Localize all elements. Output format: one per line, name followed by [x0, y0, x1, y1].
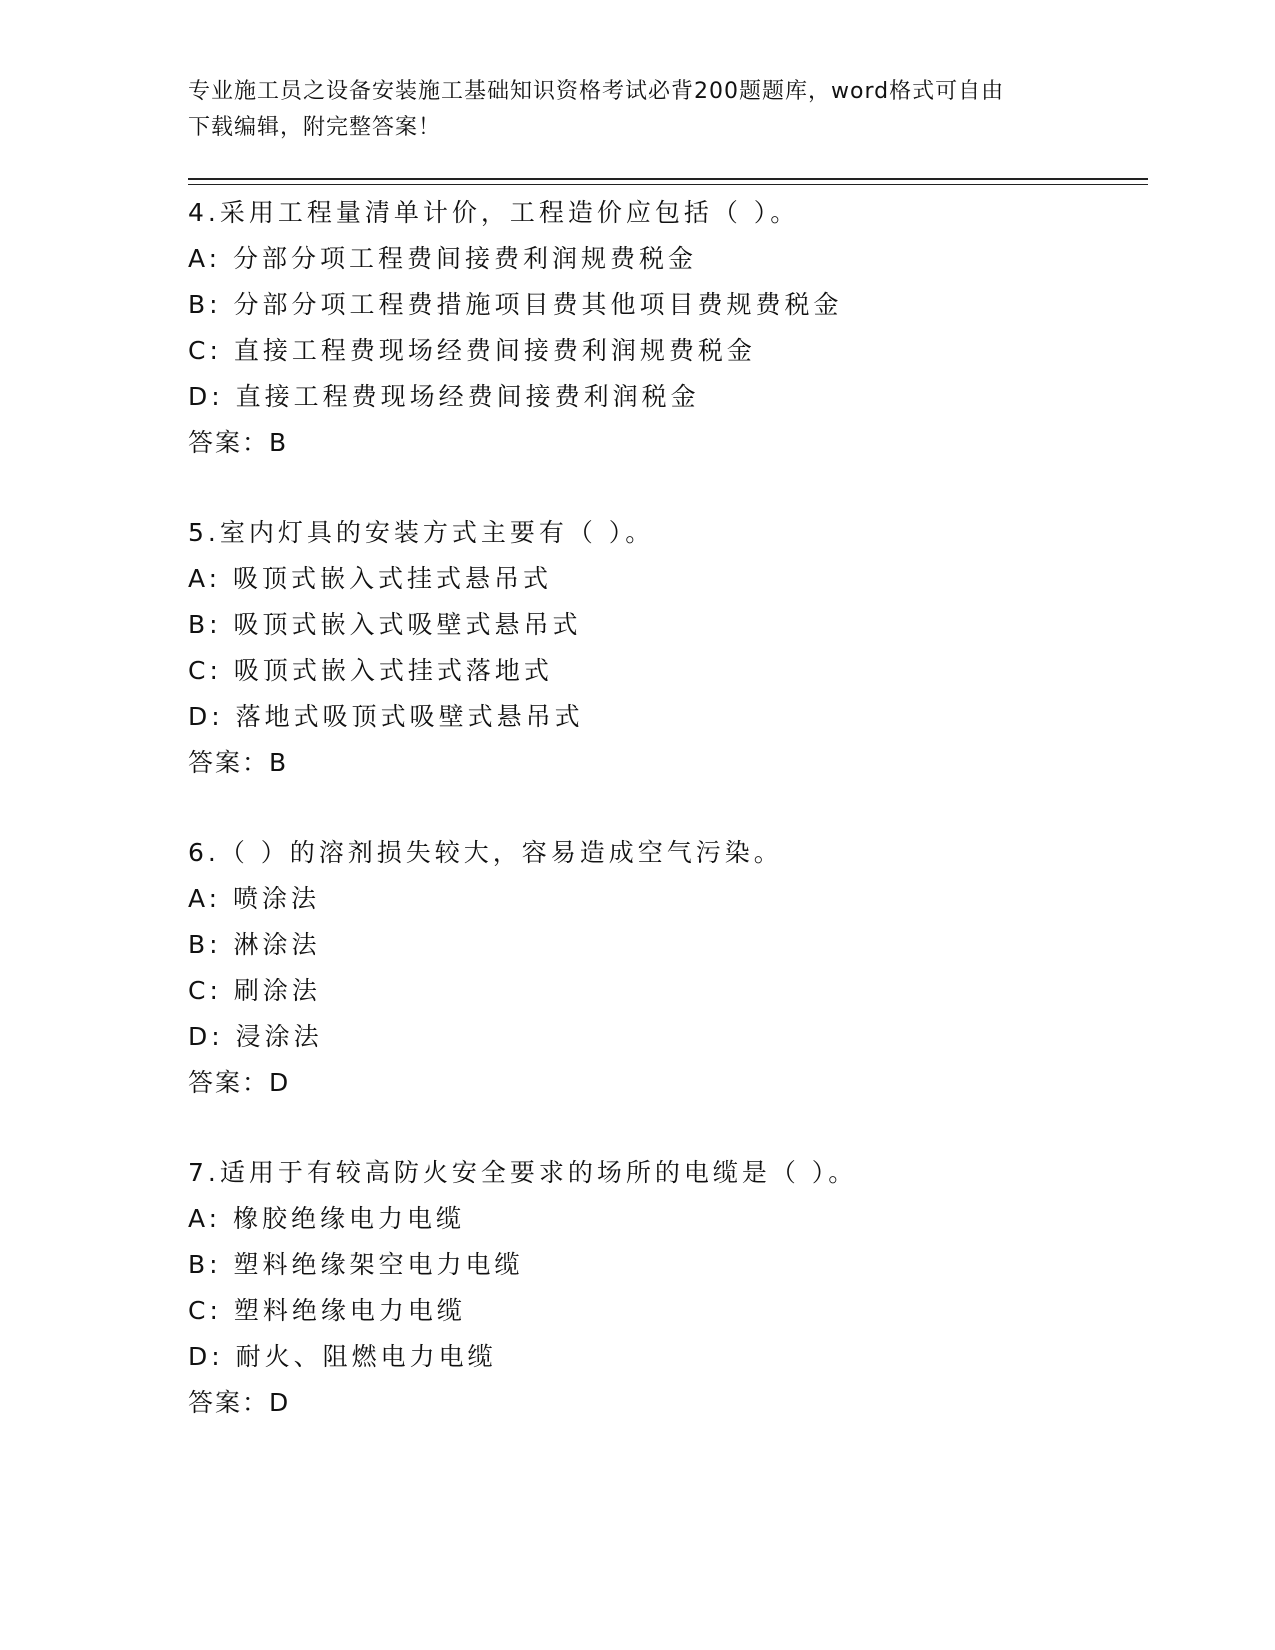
option-d: D: 耐火、阻燃电力电缆 [188, 1342, 497, 1371]
document-header [188, 74, 1068, 146]
question-block [188, 1150, 1148, 1470]
option-a: A: 分部分项工程费间接费利润规费税金 [188, 244, 698, 273]
header-line-2: 下载编辑，附完整答案！ [188, 115, 442, 140]
option-a: A: 喷涂法 [188, 884, 321, 913]
question-stem: 4.采用工程量清单计价，工程造价应包括（ ）。 [188, 198, 800, 227]
question-block [188, 510, 1148, 830]
option-d: D: 落地式吸顶式吸壁式悬吊式 [188, 702, 584, 731]
option-b: B: 淋涂法 [188, 930, 321, 959]
option-d: D: 直接工程费现场经费间接费利润税金 [188, 382, 700, 411]
option-a: A: 吸顶式嵌入式挂式悬吊式 [188, 564, 553, 593]
question-block [188, 830, 1148, 1150]
question-block [188, 190, 1148, 510]
header-line-1: 专业施工员之设备安装施工基础知识资格考试必背200题题库，word格式可自由 [188, 79, 1005, 104]
option-c: C: 刷涂法 [188, 976, 321, 1005]
answer-line: 答案：D [188, 1388, 291, 1417]
answer-line: 答案：B [188, 748, 289, 777]
option-a: A: 橡胶绝缘电力电缆 [188, 1204, 466, 1233]
option-b: B: 塑料绝缘架空电力电缆 [188, 1250, 524, 1279]
header-divider-thick [188, 178, 1148, 180]
option-c: C: 吸顶式嵌入式挂式落地式 [188, 656, 553, 685]
question-stem: 7.适用于有较高防火安全要求的场所的电缆是（ ）。 [188, 1158, 858, 1187]
question-list [188, 190, 1148, 1470]
option-d: D: 浸涂法 [188, 1022, 323, 1051]
question-stem: 5.室内灯具的安装方式主要有（ ）。 [188, 518, 655, 547]
option-c: C: 塑料绝缘电力电缆 [188, 1296, 466, 1325]
option-b: B: 吸顶式嵌入式吸壁式悬吊式 [188, 610, 582, 639]
question-stem: 6.（ ）的溶剂损失较大，容易造成空气污染。 [188, 838, 783, 867]
option-c: C: 直接工程费现场经费间接费利润规费税金 [188, 336, 756, 365]
header-divider-thin [188, 184, 1148, 185]
answer-line: 答案：D [188, 1068, 291, 1097]
option-b: B: 分部分项工程费措施项目费其他项目费规费税金 [188, 290, 843, 319]
answer-line: 答案：B [188, 428, 289, 457]
